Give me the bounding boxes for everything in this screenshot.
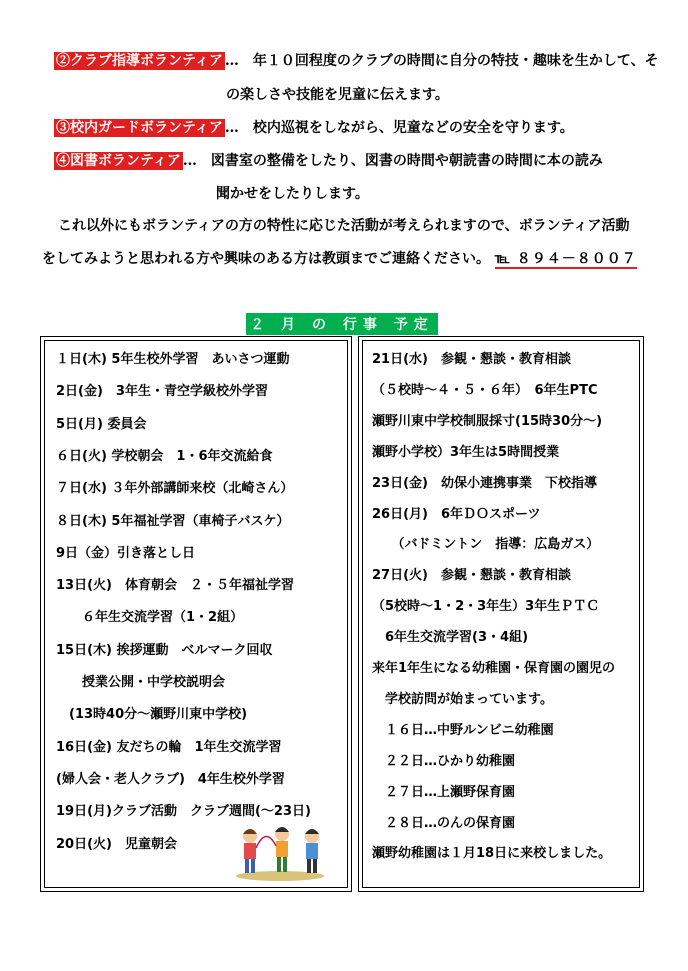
right-row: １６日…中野ルンビニ幼稚園 — [372, 722, 554, 738]
library-volunteer-tag: ④図書ボランティア — [56, 153, 181, 169]
schedule-banner: ２ 月 の 行事 予定 — [246, 313, 438, 335]
guard-volunteer-text: … 校内巡視をしながら、児童などの安全を守ります。 — [224, 120, 574, 136]
contact-paragraph-1: これ以外にもボランティアの方の特性に応じた活動が考えられますので、ボランティア活動 — [58, 218, 630, 234]
right-row: ２７日…上瀬野保育園 — [372, 784, 516, 800]
contact-paragraph-2 — [42, 248, 637, 268]
right-row: （バドミントン 指導：広島ガス） — [372, 537, 600, 553]
left-row: ６日(火) 学校朝会 1・6年交流給食 — [56, 448, 273, 464]
right-row: 瀬野川東中学校制服採寸(15時30分～) — [372, 413, 603, 429]
left-row: (13時40分～瀬野川東中学校) — [56, 707, 248, 723]
left-row: (婦人会・老人クラブ) 4年生校外学習 — [56, 771, 285, 787]
left-row: １日(木) 5年生校外学習 あいさつ運動 — [56, 352, 290, 367]
children-illustration — [232, 822, 328, 882]
club-volunteer-tag: ②クラブ指導ボランティア — [56, 53, 223, 69]
left-row: 13日(火) 体育朝会 ２・５年福祉学習 — [56, 578, 294, 594]
left-row: 20日(火) 児童朝会 — [56, 836, 177, 852]
club-volunteer-line — [54, 50, 659, 70]
left-row: 16日(金) 友だちの輪 1年生交流学習 — [56, 739, 282, 755]
right-row: （5校時～1・2・3年生）3年生ＰＴＣ — [372, 599, 600, 615]
right-row: 26日(月) 6年ＤＯスポーツ — [372, 506, 541, 522]
guard-volunteer-tag: ③校内ガードボランティア — [56, 120, 223, 136]
right-row: 21日(水) 参観・懇談・教育相談 — [372, 352, 571, 367]
left-row: ７日(水) ３年外部講師来校（北崎さん） — [56, 481, 294, 497]
left-row: 5日(月) 委員会 — [56, 416, 147, 432]
right-row: ２２日…ひかり幼稚園 — [372, 753, 516, 769]
right-row: 瀬野小学校）3年生は5時間授業 — [372, 444, 560, 460]
club-volunteer-cont: の楽しさや技能を児童に伝えます。 — [226, 87, 449, 103]
left-row: ６年生交流学習（1・2組） — [56, 610, 244, 626]
right-row: 23日(金) 幼保小連携事業 下校指導 — [372, 475, 597, 491]
contact-text: をしてみようと思われる方や興味のある方は教頭までご連絡ください。 — [42, 251, 490, 267]
guard-volunteer-line — [54, 117, 574, 137]
right-row: ２８日…のんの保育園 — [372, 815, 516, 831]
left-row: 授業公開・中学校説明会 — [56, 675, 226, 690]
right-row: 27日(火) 参観・懇談・教育相談 — [372, 568, 571, 584]
library-volunteer-line — [54, 150, 603, 170]
library-volunteer-text: … 図書室の整備をしたり、図書の時間や朝読書の時間に本の読み — [182, 153, 603, 169]
left-row: 9日（金）引き落とし日 — [56, 545, 196, 561]
right-row: 6年生交流学習(3・4組) — [372, 630, 529, 646]
right-row: 来年1年生になる幼稚園・保育園の園児の — [372, 661, 616, 676]
left-row: 2日(金) 3年生・青空学級校外学習 — [56, 384, 268, 400]
club-volunteer-text: … 年１０回程度のクラブの時間に自分の特技・趣味を生かして、そ — [224, 53, 659, 69]
right-row: 学校訪問が始まっています。 — [372, 691, 553, 707]
left-row: 19日(月)クラブ活動 クラブ週間(～23日) — [56, 804, 311, 820]
right-row: （５校時～４・５・６年） 6年生PTC — [372, 382, 598, 398]
library-volunteer-cont: 聞かせをしたりします。 — [216, 186, 369, 202]
left-row: 15日(木) 挨拶運動 ベルマーク回収 — [56, 642, 273, 658]
phone-number: ℡ ８９４－８００７ — [494, 251, 637, 267]
left-row: ８日(木) 5年福祉学習（車椅子バスケ） — [56, 513, 290, 529]
right-row: 瀬野幼稚園は１月18日に来校しました。 — [372, 846, 612, 862]
